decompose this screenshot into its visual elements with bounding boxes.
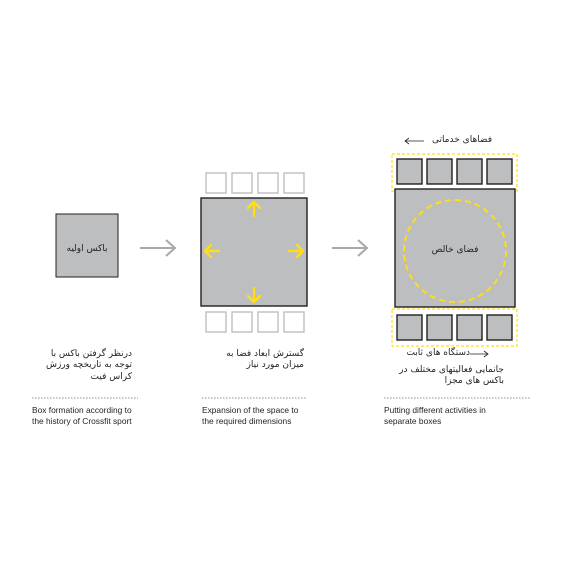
equipment-label-leader-arrow: [470, 351, 488, 357]
fixed-equipment-label: دستگاه های ثابت: [406, 348, 470, 358]
initial-box-label: باکس اولیه: [66, 244, 108, 254]
process-arrow-1: [140, 240, 175, 256]
service-space-boxes: [397, 159, 512, 184]
process-arrow-2: [332, 240, 367, 256]
step-3-english-caption: Putting different activities in separate boxes: [384, 405, 486, 426]
service-spaces-label: فضاهای خدماتی: [431, 135, 493, 145]
step-3-persian-caption: جانمایی فعالیتهای مختلف در باکس های مجزا: [399, 365, 504, 387]
bottom-module-row-outline: [206, 312, 304, 332]
step-1-persian-caption: درنظر گرفتن باکس با توجه به تاریخچه ورزش کراس فیت: [45, 349, 132, 382]
top-module-row-outline: [206, 173, 304, 193]
step-1-english-caption: Box formation according to the history of Crossfit sport: [32, 405, 132, 426]
step-2-english-caption: Expansion of the space to the required dimensions: [202, 405, 299, 426]
fixed-equipment-boxes: [397, 315, 512, 340]
free-space-label: فضای خالص: [431, 245, 479, 255]
step-2-persian-caption: گسترش ابعاد فضا به میزان مورد نیاز: [226, 349, 304, 371]
